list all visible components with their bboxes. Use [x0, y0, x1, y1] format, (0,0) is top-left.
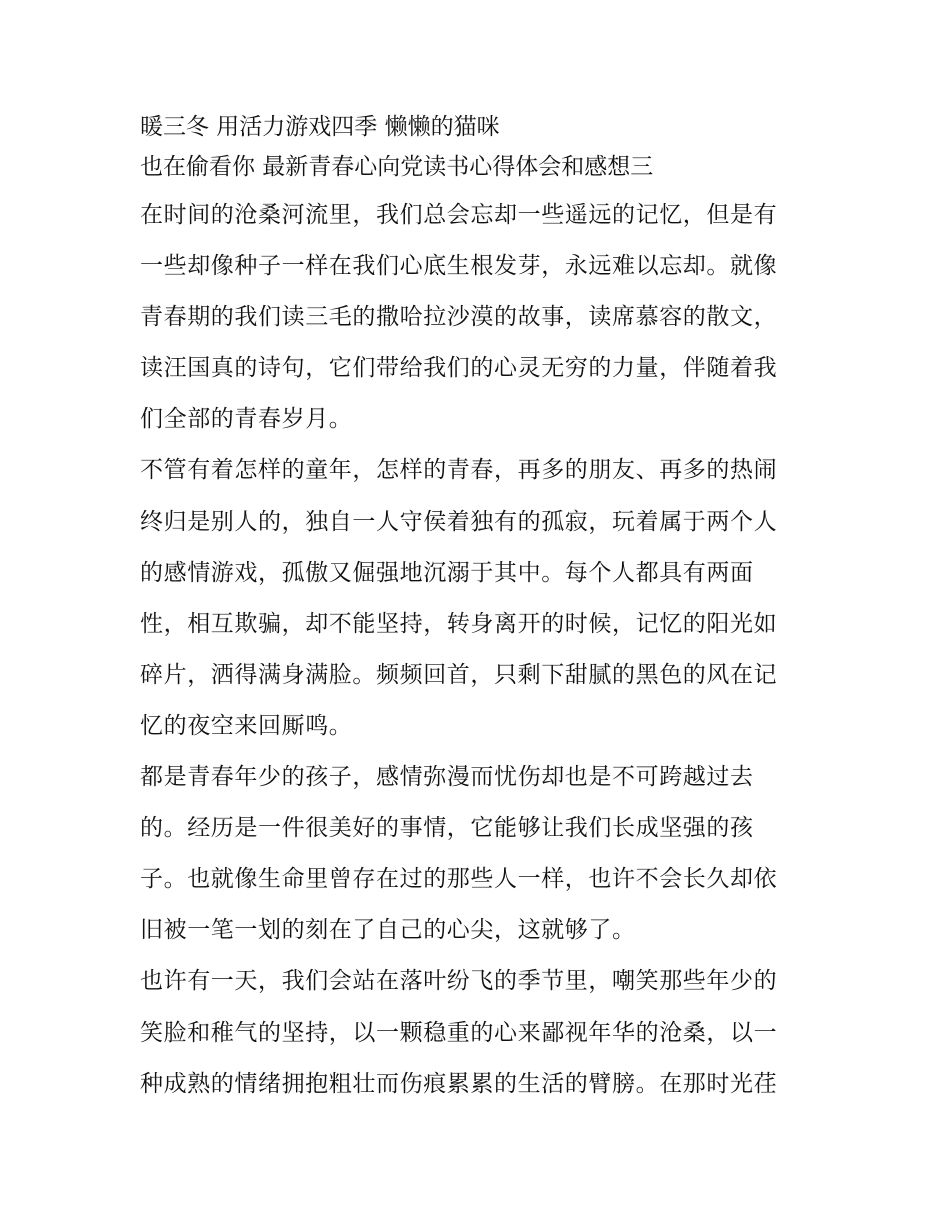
document-text	[140, 110, 820, 1110]
body-line: 旧被一笔一划的刻在了自己的心尖，这就够了。	[140, 917, 636, 944]
body-line: 不管有着怎样的童年，怎样的青春，再多的朋友、再多的热闹	[140, 457, 778, 484]
body-line: 笑脸和稚气的坚持，以一颗稳重的心来鄙视年华的沧桑，以一	[140, 1019, 778, 1046]
body-line: 的。经历是一件很美好的事情，它能够让我们长成坚强的孩	[140, 815, 754, 842]
body-line: 也许有一天，我们会站在落叶纷飞的季节里，嘲笑那些年少的	[140, 968, 778, 995]
body-line: 性，相互欺骗，却不能坚持，转身离开的时候，记忆的阳光如	[140, 610, 778, 637]
body-line: 青春期的我们读三毛的撒哈拉沙漠的故事，读席慕容的散文，	[140, 304, 778, 331]
body-line: 碎片，洒得满身满脸。频频回首，只剩下甜腻的黑色的风在记	[140, 661, 778, 688]
body-line: 终归是别人的，独自一人守侯着独有的孤寂，玩着属于两个人	[140, 508, 778, 535]
body-line: 们全部的青春岁月。	[140, 406, 353, 433]
body-line: 在时间的沧桑河流里，我们总会忘却一些遥远的记忆，但是有	[140, 202, 778, 228]
title-line-2: 也在偷看你 最新青春心向党读书心得体会和感想三	[140, 154, 654, 180]
body-line: 读汪国真的诗句，它们带给我们的心灵无穷的力量，伴随着我	[140, 355, 778, 382]
body-line: 忆的夜空来回厮鸣。	[140, 712, 353, 739]
body-line: 子。也就像生命里曾存在过的那些人一样，也许不会长久却依	[140, 866, 778, 893]
body-line: 种成熟的情绪拥抱粗壮而伤痕累累的生活的臂膀。在那时光荏	[140, 1070, 778, 1097]
body-line: 一些却像种子一样在我们心底生根发芽，永远难以忘却。就像	[140, 253, 778, 280]
body-line: 都是青春年少的孩子，感情弥漫而忧伤却也是不可跨越过去	[140, 764, 754, 791]
body-line: 的感情游戏，孤傲又倔强地沉溺于其中。每个人都具有两面	[140, 559, 754, 586]
title-line-1: 暖三冬 用活力游戏四季 懒懒的猫咪	[140, 114, 500, 140]
